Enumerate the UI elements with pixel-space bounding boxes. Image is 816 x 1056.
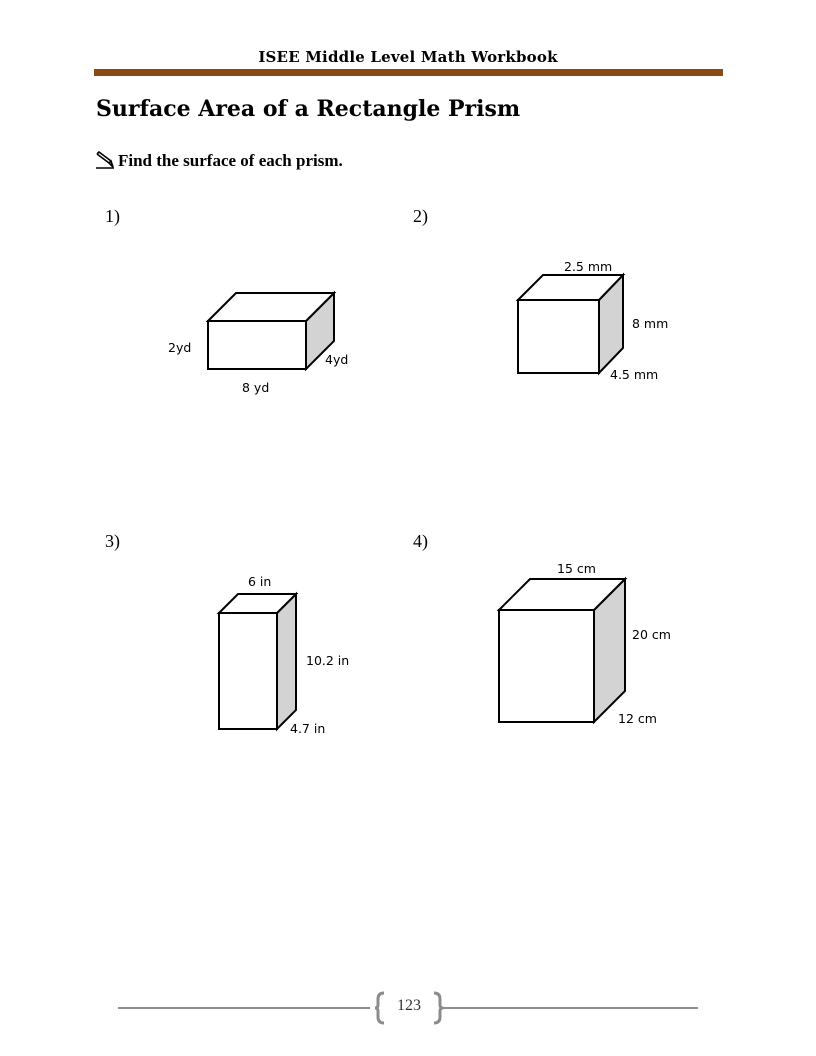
dimension-label-height: 8 mm	[632, 316, 669, 331]
problem-number: 4)	[413, 531, 428, 551]
problem-number: 1)	[105, 206, 120, 226]
page-number: 123	[397, 997, 421, 1014]
footer-rule-left	[118, 1007, 370, 1009]
prism-front-face	[518, 300, 599, 373]
dimension-label-top: 6 in	[248, 574, 272, 589]
dimension-label-depth: 4.5 mm	[610, 367, 659, 382]
prism-4	[499, 579, 625, 722]
prism-front-face	[219, 613, 277, 729]
dimension-label-height: 2yd	[168, 340, 192, 355]
dimension-label-depth: 4yd	[325, 352, 349, 367]
prism-3	[219, 594, 296, 729]
dimension-label-length: 8 yd	[242, 380, 270, 395]
dimension-label-top: 15 cm	[557, 561, 596, 576]
footer-rule-right	[443, 1007, 698, 1009]
prism-side-face	[277, 594, 296, 729]
dimension-label-height: 10.2 in	[306, 653, 350, 668]
prism-2	[518, 275, 623, 373]
dimension-label-height: 20 cm	[632, 627, 671, 642]
dimension-label-top: 2.5 mm	[564, 259, 613, 274]
page-title: Surface Area of a Rectangle Prism	[96, 96, 521, 122]
dimension-label-depth: 4.7 in	[290, 721, 326, 736]
prism-front-face	[499, 610, 594, 722]
prism-1	[208, 293, 334, 369]
instruction-text: Find the surface of each prism.	[118, 151, 343, 170]
workbook-header-title: ISEE Middle Level Math Workbook	[258, 48, 558, 66]
problem-number: 3)	[105, 531, 120, 551]
dimension-label-depth: 12 cm	[618, 711, 657, 726]
prism-front-face	[208, 321, 306, 369]
problem-number: 2)	[413, 206, 428, 226]
